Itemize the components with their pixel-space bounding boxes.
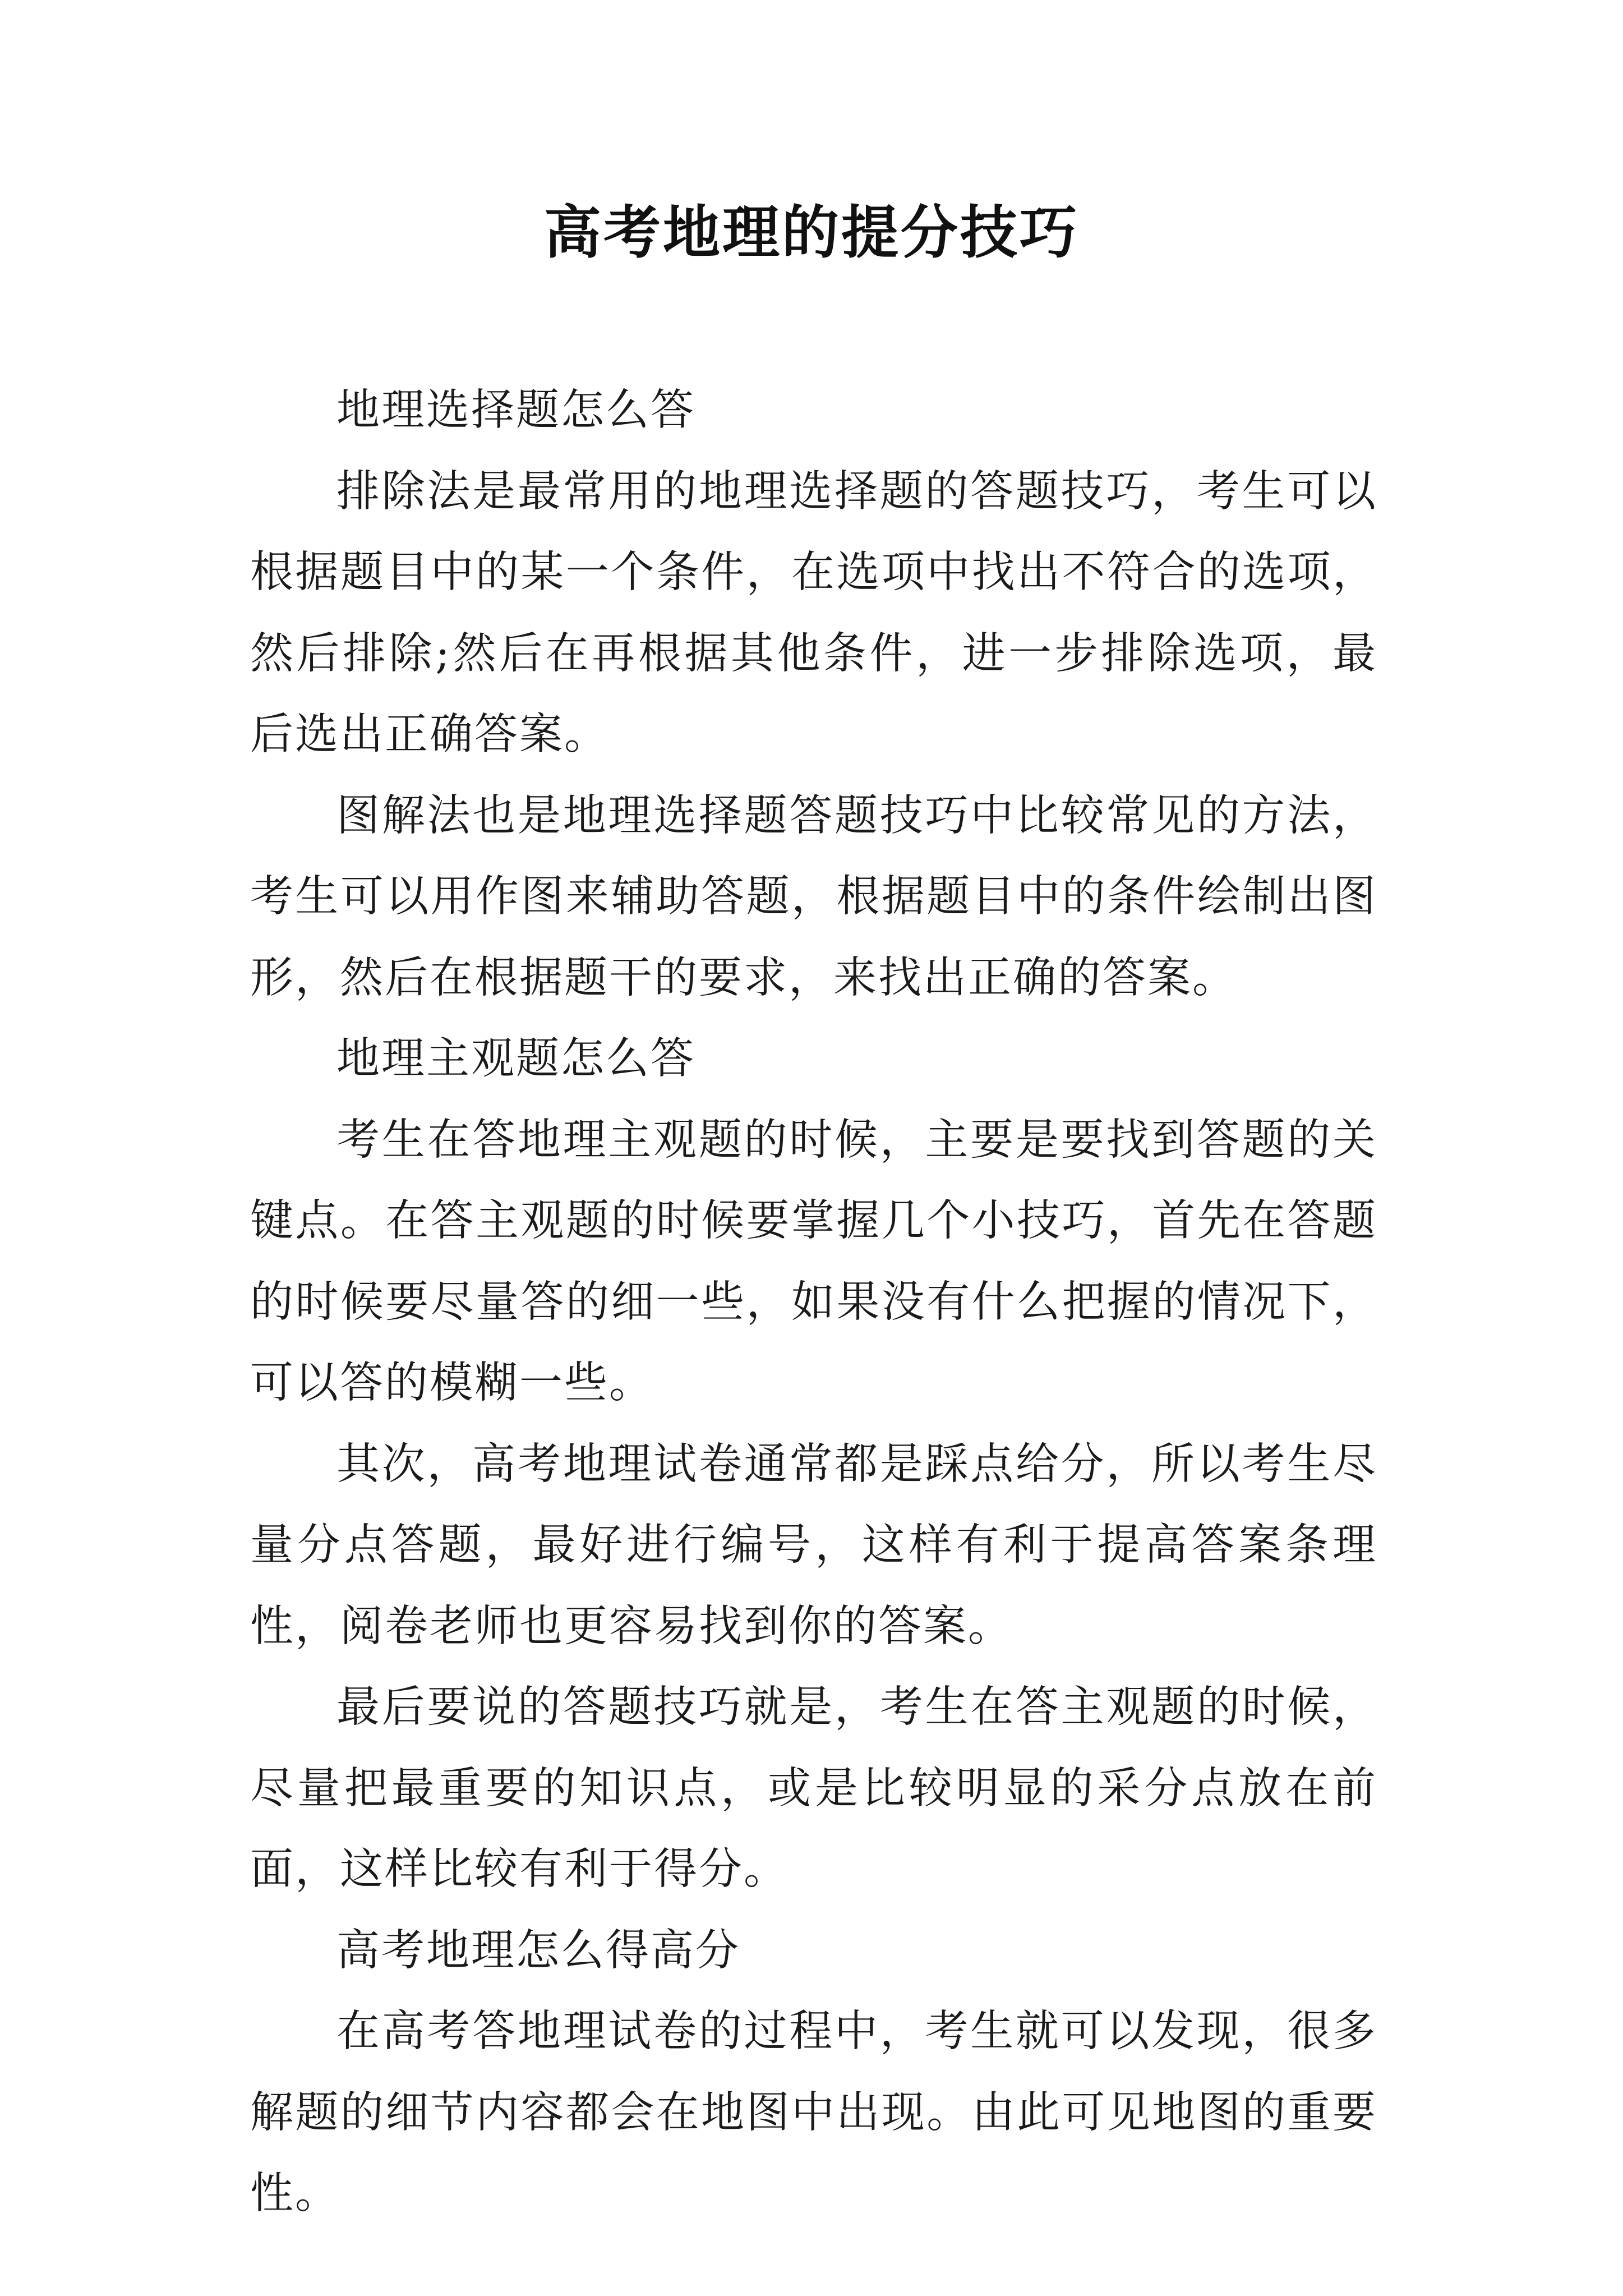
paragraph: 在高考答地理试卷的过程中，考生就可以发现，很多解题的细节内容都会在地图中出现。由此可见地图的重要性。	[250, 2007, 1377, 2219]
section-heading-high-score: 高考地理怎么得高分	[336, 1925, 740, 1976]
section-heading-subjective: 地理主观题怎么答	[336, 1034, 695, 1084]
paragraph: 最后要说的答题技巧就是，考生在答主观题的时候，尽量把最重要的知识点，或是比较明显的采分点放在前面，这样比较有利于得分。	[250, 1682, 1377, 1894]
document-body	[250, 370, 1377, 2235]
paragraph: 其次，高考地理试卷通常都是踩点给分，所以考生尽量分点答题，最好进行编号，这样有利于提高答案条理性，阅卷老师也更容易找到你的答案。	[250, 1439, 1377, 1651]
section-heading-choice: 地理选择题怎么答	[336, 385, 695, 435]
paragraph: 考生在答地理主观题的时候，主要是要找到答题的关键点。在答主观题的时候要掌握几个小技巧，首先在答题的时候要尽量答的细一些，如果没有什么把握的情况下，可以答的模糊一些。	[250, 1115, 1377, 1408]
document-title: 高考地理的提分技巧	[544, 199, 1079, 266]
paragraph: 排除法是最常用的地理选择题的答题技巧，考生可以根据题目中的某一个条件，在选项中找出不符合的选项，然后排除;然后在再根据其他条件，进一步排除选项，最后选出正确答案。	[250, 466, 1377, 760]
paragraph: 图解法也是地理选择题答题技巧中比较常见的方法，考生可以用作图来辅助答题，根据题目中的条件绘制出图形，然后在根据题干的要求，来找出正确的答案。	[250, 790, 1377, 1003]
